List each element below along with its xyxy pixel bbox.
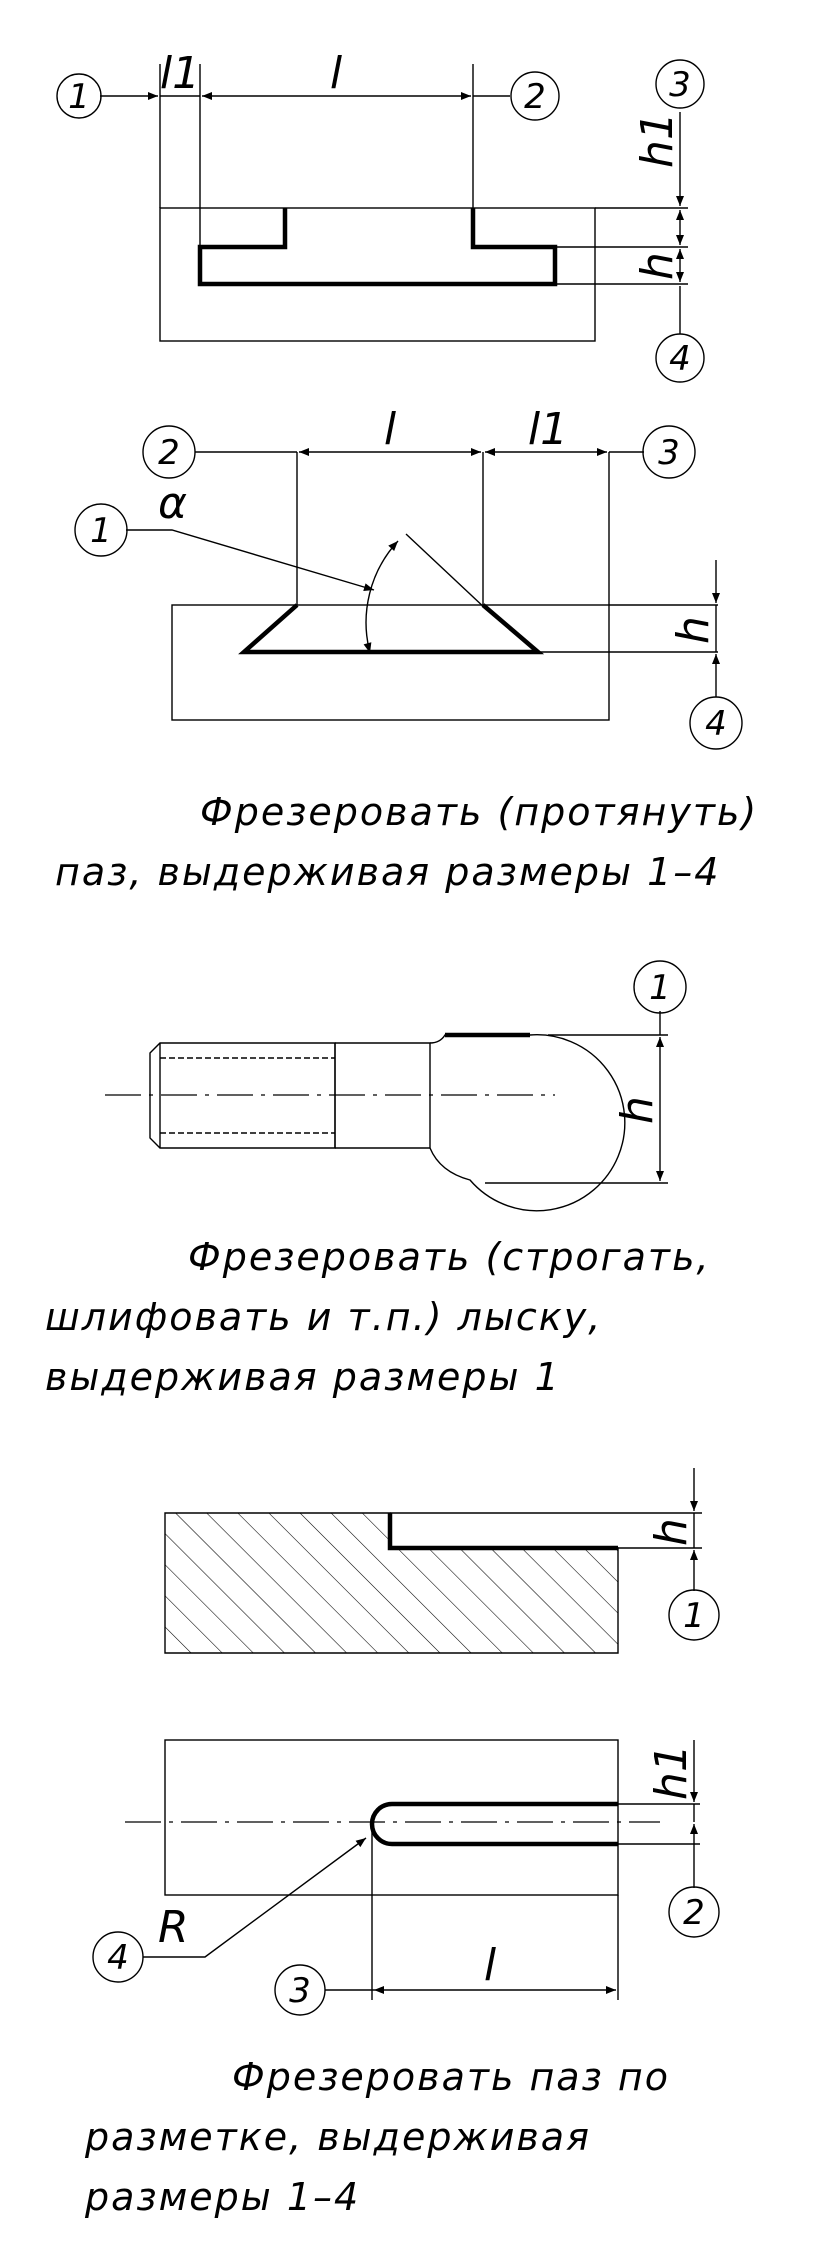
callout-2e: 2 — [683, 1893, 705, 1933]
caption-flat-line-1: Фрезеровать (строгать, — [188, 1235, 711, 1279]
caption-marked-line-1: Фрезеровать паз по — [232, 2055, 670, 2099]
t-slot-workpiece-outline — [160, 208, 595, 341]
dim-label-h1-e: h1 — [646, 1744, 697, 1800]
caption-flat-line-2: шлифовать и т.п.) лыску, — [45, 1295, 603, 1339]
marked-workpiece-outline — [165, 1740, 618, 1895]
callout-4b: 4 — [705, 704, 727, 744]
dim-label-l-e: l — [483, 1940, 497, 1991]
figure-step — [165, 1468, 719, 1653]
callout-4: 4 — [669, 339, 691, 379]
marked-slot-profile — [372, 1804, 618, 1844]
bolt-head — [430, 1035, 625, 1211]
figure-dovetail-slot — [75, 404, 742, 749]
caption-marked-line-3: размеры 1–4 — [85, 2175, 361, 2219]
dim-label-h: h — [632, 252, 683, 280]
caption-slot-line-1: Фрезеровать (протянуть) — [200, 790, 759, 834]
figure-t-slot — [57, 48, 704, 382]
angle-label: α — [158, 478, 188, 529]
t-slot-profile — [200, 208, 555, 284]
dim-label-l1-b: l1 — [527, 404, 569, 455]
callout-4e: 4 — [107, 1938, 129, 1978]
callout-3: 3 — [669, 65, 691, 105]
callout-1c: 1 — [649, 968, 671, 1008]
callout-1b: 1 — [90, 511, 112, 551]
dim-label-h1: h1 — [632, 112, 683, 168]
callout-1d: 1 — [683, 1596, 705, 1636]
callout-3b: 3 — [658, 433, 680, 473]
caption-slot-line-2: паз, выдерживая размеры 1–4 — [55, 850, 721, 894]
dim-label-l-b: l — [383, 404, 397, 455]
dim-label-h-b: h — [668, 616, 719, 644]
dim-label-h-c: h — [612, 1096, 663, 1124]
step-profile — [390, 1513, 618, 1548]
callout-2b: 2 — [158, 433, 180, 473]
caption-marked-line-2: разметке, выдерживая — [85, 2115, 591, 2159]
figure-bolt-flat — [105, 961, 686, 1211]
dovetail-profile — [244, 605, 538, 652]
callout-1: 1 — [68, 77, 90, 117]
dim-label-l1: l1 — [159, 48, 201, 99]
dovetail-workpiece-outline — [172, 605, 609, 720]
radius-label: R — [158, 1902, 189, 1953]
dim-label-h-d: h — [646, 1518, 697, 1546]
callout-2: 2 — [524, 77, 546, 117]
figure-slot-marked — [93, 1740, 719, 2015]
dim-label-l: l — [329, 48, 343, 99]
caption-flat-line-3: выдерживая размеры 1 — [45, 1355, 561, 1399]
callout-3e: 3 — [289, 1971, 311, 2011]
